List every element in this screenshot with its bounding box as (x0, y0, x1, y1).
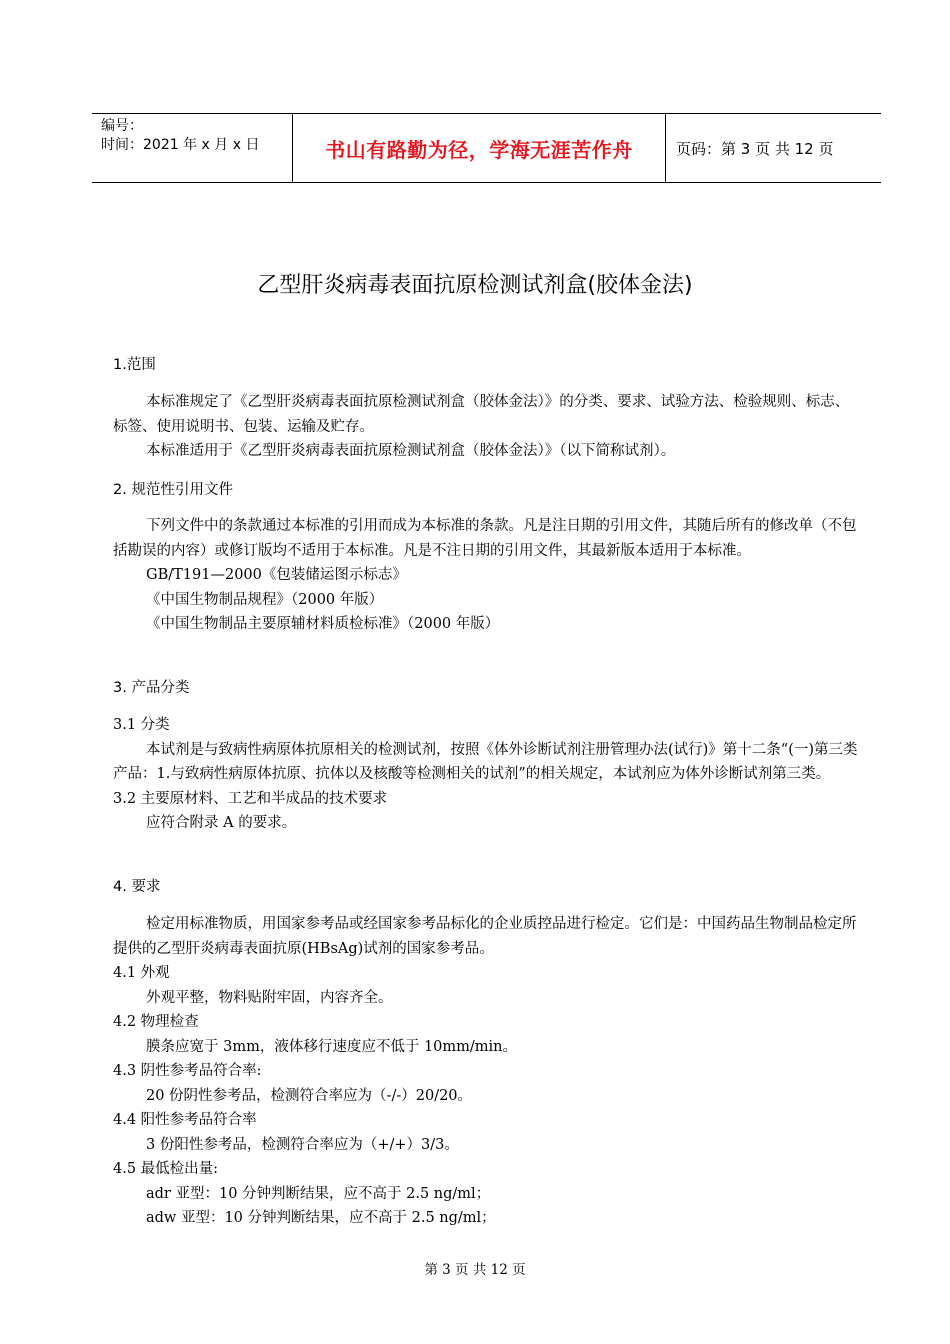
header-motto: 书山有路勤为径，学海无涯苦作舟 (325, 137, 633, 162)
paragraph: 20 份阴性参考品，检测符合率应为（-/-）20/20。 (146, 1087, 473, 1104)
header-meta (101, 117, 259, 155)
reference-item: GB/T191—2000《包装储运图示标志》 (146, 567, 407, 583)
paragraph: adw 亚型：10 分钟判断结果，应不高于 2.5 ng/ml； (146, 1210, 496, 1226)
document-title: 乙型肝炎病毒表面抗原检测试剂盒(胶体金法) (257, 273, 693, 298)
number-label: 编号： (101, 118, 143, 134)
section-heading: 1.范围 (113, 357, 156, 373)
time-label: 时间：2021 年 x 月 x 日 (101, 137, 260, 153)
header-table (92, 113, 881, 183)
paragraph: adr 亚型：10 分钟判断结果，应不高于 2.5 ng/ml； (146, 1185, 491, 1202)
section-heading: 2. 规范性引用文件 (113, 482, 233, 498)
subsection-heading: 3.2 主要原材料、工艺和半成品的技术要求 (113, 790, 388, 807)
paragraph: 膜条应宽于 3mm，液体移行速度应不低于 10mm/min。 (146, 1038, 518, 1055)
section-heading: 4. 要求 (113, 879, 161, 895)
section-references (113, 478, 863, 503)
section-classification-body (113, 713, 863, 836)
paragraph: 应符合附录 A 的要求。 (146, 815, 297, 831)
subsection-heading: 4.1 外观 (113, 965, 170, 981)
section-classification (113, 676, 863, 701)
paragraph: 本标准规定了《乙型肝炎病毒表面抗原检测试剂盒（胶体金法）》的分类、要求、试验方法、检验规则、标志、标签、使用说明书、包装、运输及贮存。 (113, 394, 850, 435)
paragraph: 3 份阳性参考品，检测符合率应为（+/+）3/3。 (146, 1136, 459, 1153)
paragraph: 本试剂是与致病性病原体抗原相关的检测试剂，按照《体外诊断试剂注册管理办法(试行)》第十二条“(一)第三类产品：1.与致病性病原体抗原、抗体以及核酸等检测相关的试剂”的相关规定，本试剂应为体外诊断试剂第三类。 (113, 741, 858, 782)
reference-item: 《中国生物制品主要原辅材料质检标准》（2000 年版） (146, 616, 500, 632)
paragraph: 下列文件中的条款通过本标准的引用而成为本标准的条款。凡是注日期的引用文件，其随后所有的修改单（不包括勘误的内容）或修订版均不适用于本标准。凡是不注日期的引用文件，其最新版本适用于本标准。 (113, 518, 857, 559)
header-page-label: 页码：第 3 页 共 12 页 (676, 139, 834, 158)
section-scope-body (113, 390, 863, 464)
paragraph: 本标准适用于《乙型肝炎病毒表面抗原检测试剂盒（胶体金法）》（以下简称试剂）。 (146, 443, 676, 459)
subsection-heading: 3.1 分类 (113, 717, 170, 733)
section-scope (113, 353, 863, 378)
header-divider (665, 114, 666, 182)
section-requirements-body (113, 912, 863, 1231)
reference-item: 《中国生物制品规程》（2000 年版） (146, 591, 384, 608)
section-requirements (113, 875, 863, 900)
paragraph: 检定用标准物质，用国家参考品或经国家参考品标化的企业质控品进行检定。它们是：中国药品生物制品检定所提供的乙型肝炎病毒表面抗原(HBsAg)试剂的国家参考品。 (113, 916, 857, 957)
paragraph: 外观平整，物料贴附牢固，内容齐全。 (146, 989, 393, 1006)
section-heading: 3. 产品分类 (113, 680, 190, 696)
section-references-body (113, 514, 863, 637)
subsection-heading: 4.2 物理检查 (113, 1014, 199, 1030)
page-footer: 第 3 页 共 12 页 (424, 1262, 526, 1278)
subsection-heading: 4.5 最低检出量: (113, 1161, 219, 1177)
subsection-heading: 4.4 阳性参考品符合率 (113, 1112, 257, 1128)
subsection-heading: 4.3 阴性参考品符合率: (113, 1063, 262, 1079)
